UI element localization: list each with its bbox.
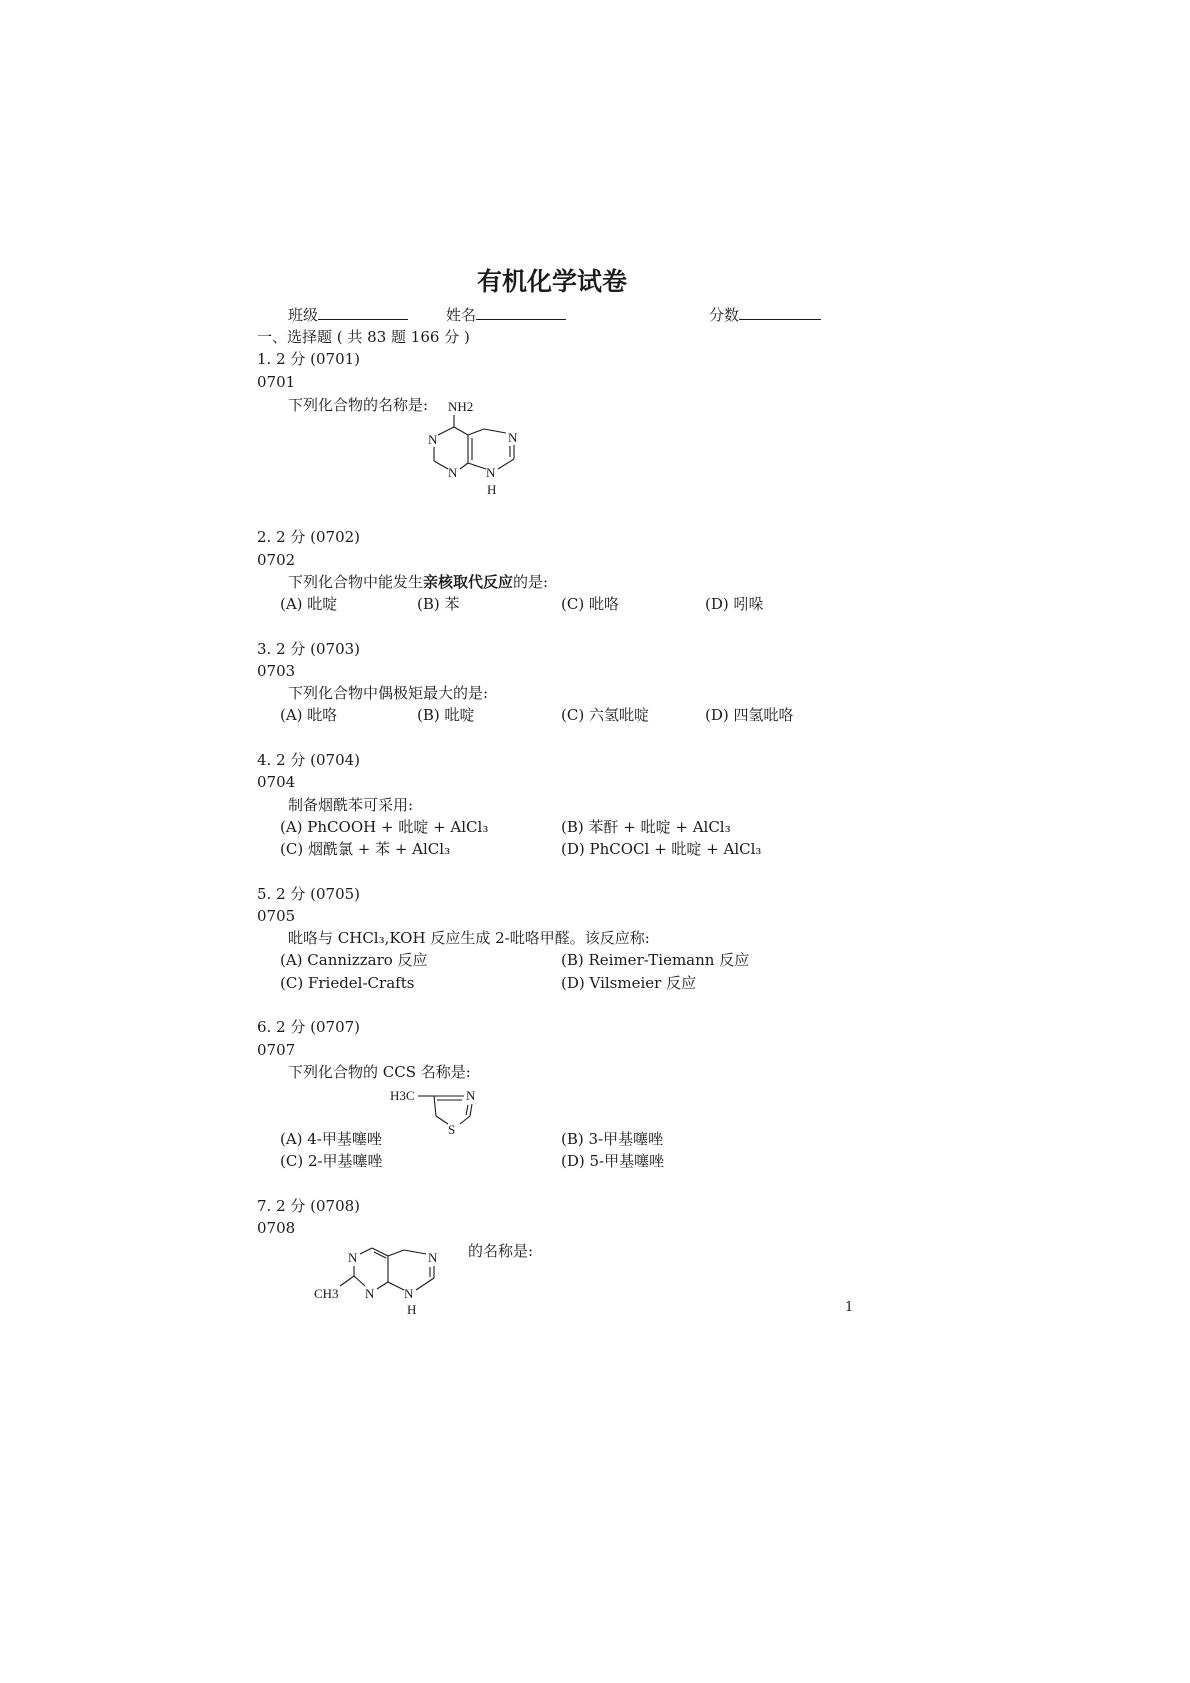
stem-text: 下列化合物中能发生 bbox=[288, 573, 424, 591]
name-label: 姓名 bbox=[446, 306, 477, 324]
option-b: (B) 苯酐 + 吡啶 + AlCl₃ bbox=[561, 818, 731, 836]
question-stem: 制备烟酰苯可采用: bbox=[288, 796, 414, 814]
atom-label: H3C bbox=[390, 1088, 415, 1103]
option-a: (A) PhCOOH + 吡啶 + AlCl₃ bbox=[280, 818, 489, 836]
option-a: (A) 吡啶 bbox=[280, 595, 338, 613]
atom-label: N bbox=[404, 1286, 414, 1301]
question-code: 0708 bbox=[257, 1219, 296, 1237]
question-number: 1. 2 分 (0701) bbox=[257, 350, 361, 368]
page-number: 1 bbox=[845, 1300, 854, 1315]
question-code: 0704 bbox=[257, 773, 296, 791]
atom-label: H bbox=[487, 482, 497, 497]
atom-label: S bbox=[448, 1122, 456, 1137]
section-title: 一、选择题 ( 共 83 题 166 分 ) bbox=[257, 328, 470, 346]
option-d: (D) 吲哚 bbox=[705, 595, 764, 613]
option-c: (C) 烟酰氯 + 苯 + AlCl₃ bbox=[280, 840, 451, 858]
option-c: (C) Friedel-Crafts bbox=[280, 974, 415, 992]
question-number: 6. 2 分 (0707) bbox=[257, 1018, 361, 1036]
score-blank bbox=[739, 304, 821, 320]
class-field bbox=[288, 304, 408, 325]
option-a: (A) 4-甲基噻唑 bbox=[280, 1130, 382, 1148]
question-stem: 的名称是: bbox=[468, 1242, 534, 1260]
question-number: 7. 2 分 (0708) bbox=[257, 1197, 361, 1215]
score-field bbox=[709, 304, 821, 325]
option-b: (B) 苯 bbox=[417, 595, 460, 613]
atom-label: N bbox=[466, 1088, 476, 1103]
class-blank bbox=[318, 304, 408, 320]
question-stem: 下列化合物中偶极矩最大的是: bbox=[288, 684, 489, 702]
atom-label: CH3 bbox=[314, 1286, 339, 1301]
atom-label: N bbox=[365, 1286, 375, 1301]
question-stem bbox=[288, 572, 548, 592]
option-d: (D) 四氢吡咯 bbox=[705, 706, 794, 724]
option-b: (B) Reimer-Tiemann 反应 bbox=[561, 951, 750, 969]
option-c: (C) 六氢吡啶 bbox=[561, 706, 649, 724]
question-number: 2. 2 分 (0702) bbox=[257, 528, 361, 546]
stem-text: 的是: bbox=[513, 573, 549, 591]
atom-label: N bbox=[428, 432, 438, 447]
option-d: (D) Vilsmeier 反应 bbox=[561, 974, 697, 992]
page-title: 有机化学试卷 bbox=[477, 267, 628, 296]
option-b: (B) 吡啶 bbox=[417, 706, 475, 724]
option-d: (D) PhCOCl + 吡啶 + AlCl₃ bbox=[561, 840, 762, 858]
question-stem: 吡咯与 CHCl₃,KOH 反应生成 2-吡咯甲醛。该反应称: bbox=[288, 929, 650, 947]
option-d: (D) 5-甲基噻唑 bbox=[561, 1152, 665, 1170]
atom-label: N bbox=[428, 1250, 438, 1265]
atom-label: NH2 bbox=[448, 399, 474, 414]
adenine-structure bbox=[420, 395, 540, 505]
question-number: 4. 2 分 (0704) bbox=[257, 751, 361, 769]
question-code: 0705 bbox=[257, 907, 296, 925]
question-number: 5. 2 分 (0705) bbox=[257, 885, 361, 903]
atom-label: N bbox=[486, 465, 496, 480]
option-c: (C) 2-甲基噻唑 bbox=[280, 1152, 383, 1170]
question-stem: 下列化合物的 CCS 名称是: bbox=[288, 1063, 471, 1081]
question-code: 0703 bbox=[257, 662, 296, 680]
methylthiazole-structure bbox=[388, 1086, 498, 1140]
atom-label: N bbox=[508, 430, 518, 445]
atom-label: N bbox=[448, 465, 458, 480]
option-b: (B) 3-甲基噻唑 bbox=[561, 1130, 664, 1148]
option-a: (A) Cannizzaro 反应 bbox=[280, 951, 428, 969]
atom-label: N bbox=[348, 1250, 358, 1265]
name-blank bbox=[476, 304, 566, 320]
stem-emphasis: 亲核取代反应 bbox=[423, 573, 514, 591]
question-code: 0702 bbox=[257, 551, 296, 569]
option-c: (C) 吡咯 bbox=[561, 595, 619, 613]
question-stem: 下列化合物的名称是: bbox=[288, 396, 429, 414]
question-code: 0707 bbox=[257, 1041, 296, 1059]
methylpurine-structure bbox=[310, 1246, 460, 1321]
option-a: (A) 吡咯 bbox=[280, 706, 338, 724]
question-code: 0701 bbox=[257, 373, 296, 391]
atom-label: H bbox=[407, 1302, 417, 1317]
question-number: 3. 2 分 (0703) bbox=[257, 640, 361, 658]
class-label: 班级 bbox=[288, 306, 319, 324]
name-field bbox=[446, 304, 566, 325]
score-label: 分数 bbox=[709, 306, 740, 324]
